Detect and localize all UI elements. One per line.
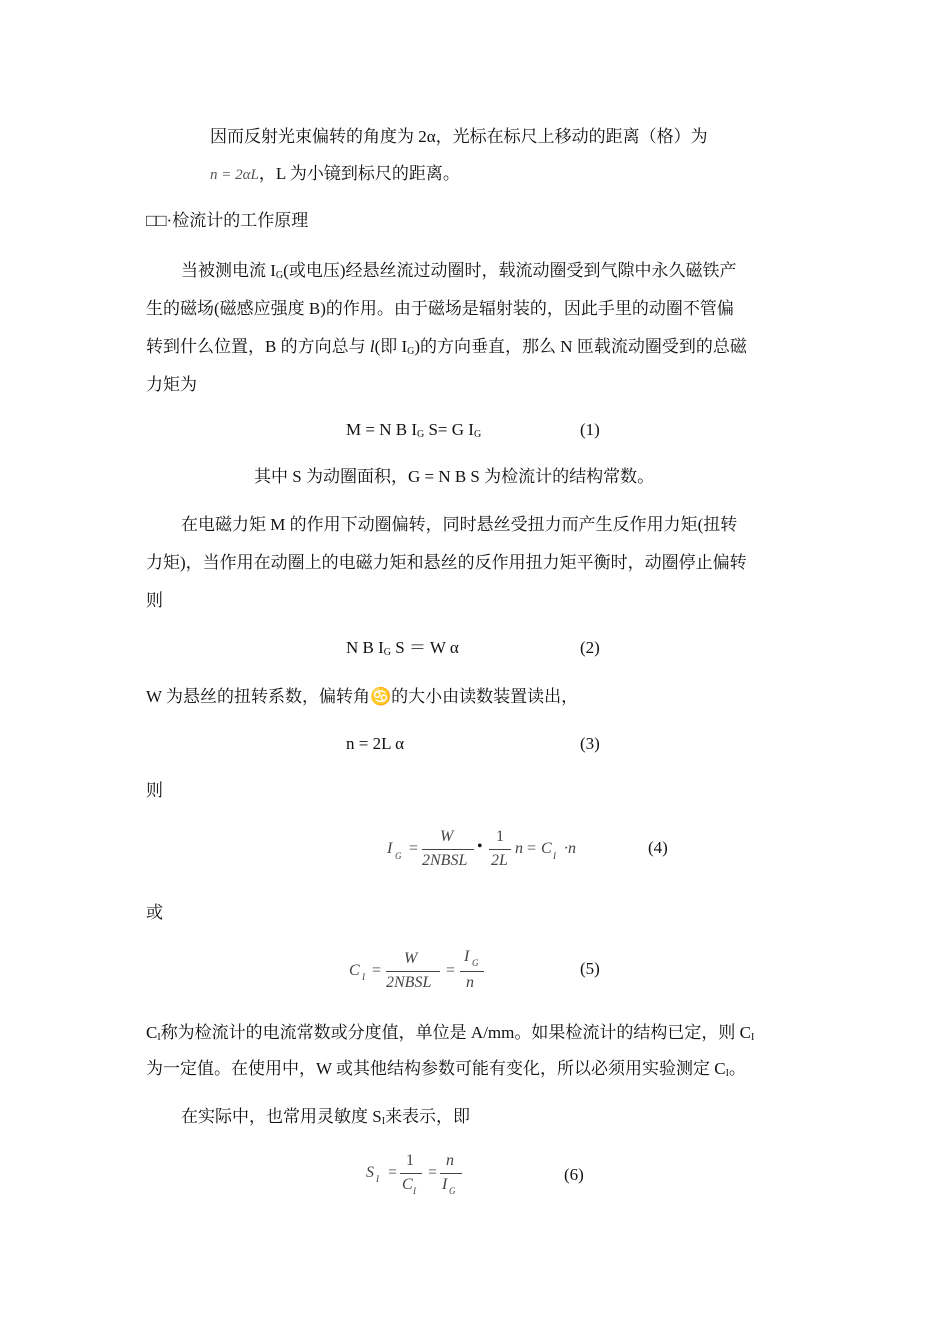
text-span: 当被测电流 I	[181, 261, 276, 280]
text-span: 转到什么位置，B 的方向总与	[146, 337, 370, 356]
text-span: 为一定值。在使用中，W 或其他结构参数可能有变化，所以必须用实验测定 C	[146, 1059, 726, 1078]
equation-4	[384, 824, 604, 876]
math-symbol: I	[464, 948, 470, 965]
math-symbol: •	[477, 838, 483, 855]
equation-3: n = 2L α	[346, 734, 404, 753]
math-subscript: I	[362, 972, 365, 982]
math-symbol: ·n	[564, 840, 576, 857]
math-symbol: 1	[496, 828, 504, 845]
fraction-bar	[489, 849, 511, 850]
para2-line-2: 力矩)，当作用在动圈上的电磁力矩和悬丝的反作用扭力矩平衡时，动圈停止偏转	[146, 553, 747, 572]
math-subscript: I	[413, 1186, 416, 1196]
text-span: 在实际中，也常用灵敏度 S	[181, 1107, 382, 1126]
math-subscript: I	[553, 851, 556, 861]
math-symbol: 2L	[491, 852, 508, 869]
math-symbol: n	[466, 974, 474, 991]
math-symbol: W	[440, 828, 454, 845]
math-subscript: I	[376, 1174, 379, 1184]
subscript: G	[416, 429, 425, 440]
para1-line-1	[181, 260, 736, 282]
math-symbol: =	[446, 962, 456, 979]
math-symbol: =	[409, 840, 419, 857]
math-symbol: 2NBSL	[386, 974, 432, 991]
text-span: l	[369, 337, 375, 356]
math-symbol: =	[372, 962, 382, 979]
fraction-bar	[422, 849, 474, 850]
fraction-bar	[400, 1173, 422, 1174]
para4-line	[181, 1106, 470, 1128]
intro-line-2-text: ，L 为小镜到标尺的距离。	[258, 164, 460, 183]
text-span: )的方向垂直，那么 N 匝载流动圈受到的总磁	[414, 337, 747, 356]
math-symbol: 2NBSL	[422, 852, 468, 869]
text-span: S ＝ W α	[391, 638, 459, 657]
text-span: M = N B I	[346, 420, 417, 439]
math-symbol: I	[387, 840, 393, 857]
subscript: G	[407, 346, 415, 357]
equation-2-number: (2)	[580, 638, 600, 657]
section-title: □□·检流计的工作原理	[146, 211, 309, 230]
equation-1-note: 其中 S 为动圈面积，G = N B S 为检流计的结构常数。	[254, 467, 655, 486]
subscript: I	[381, 1116, 386, 1127]
equation-1	[346, 419, 481, 441]
math-symbol: n	[446, 1152, 454, 1169]
fraction-bar	[440, 1173, 462, 1174]
text-span: S= G I	[424, 420, 474, 439]
para1-line-3	[146, 336, 747, 358]
math-symbol: W	[404, 950, 418, 967]
subscript: I	[750, 1032, 755, 1043]
subscript: G	[473, 429, 482, 440]
text-span: 称为检流计的电流常数或分度值，单位是 A/mm。如果检流计的结构已定，则 C	[160, 1023, 751, 1042]
text-span: (即 I	[374, 337, 408, 356]
math-symbol: =	[428, 1164, 438, 1181]
para3-line-2	[146, 1058, 746, 1080]
text-span: 来表示，即	[385, 1107, 471, 1126]
math-symbol: C	[402, 1176, 413, 1193]
equation-5	[346, 946, 506, 998]
text-span: 。	[728, 1059, 746, 1078]
text-span: N B I	[346, 638, 384, 657]
intro-line-2	[210, 163, 460, 186]
or-label: 或	[146, 903, 163, 922]
equation-5-number: (5)	[580, 959, 600, 978]
math-symbol: =	[388, 1164, 398, 1181]
text-span: C	[146, 1023, 158, 1042]
subscript: I	[725, 1068, 729, 1079]
math-subscript: G	[472, 958, 479, 968]
para3-line-1	[146, 1022, 754, 1044]
formula-n-2aL: n = 2αL	[210, 167, 259, 183]
then-label: 则	[146, 781, 163, 800]
math-symbol: C	[349, 962, 360, 979]
math-symbol: I	[442, 1176, 448, 1193]
torsion-line: W 为悬丝的扭转系数，偏转角♋的大小由读数装置读出，	[146, 687, 579, 706]
equation-3-number: (3)	[580, 734, 600, 753]
math-symbol: C	[541, 840, 552, 857]
equation-6-number: (6)	[564, 1165, 584, 1184]
subscript: I	[157, 1032, 161, 1043]
fraction-bar	[386, 971, 440, 972]
equation-2	[346, 637, 459, 659]
equation-6	[364, 1152, 484, 1204]
fraction-bar	[460, 971, 484, 972]
text-span: (或电压)经悬丝流过动圈时，载流动圈受到气隙中永久磁铁产	[283, 261, 737, 280]
subscript: G	[383, 647, 392, 658]
math-symbol: =	[527, 840, 537, 857]
para2-line-1: 在电磁力矩 M 的作用下动圈偏转，同时悬丝受扭力而产生反作用力矩(扭转	[181, 515, 738, 534]
math-symbol: 1	[406, 1152, 414, 1169]
math-subscript: G	[449, 1186, 456, 1196]
para2-line-3: 则	[146, 591, 163, 610]
math-subscript: G	[395, 851, 402, 861]
para1-line-4: 力矩为	[146, 375, 197, 394]
math-symbol: n	[515, 840, 523, 857]
equation-4-number: (4)	[648, 838, 668, 857]
equation-1-number: (1)	[580, 420, 600, 439]
math-symbol: S	[366, 1164, 374, 1181]
subscript: G	[275, 270, 284, 281]
intro-line-1: 因而反射光束偏转的角度为 2α，光标在标尺上移动的距离（格）为	[210, 127, 708, 146]
para1-line-2: 生的磁场(磁感应强度 B)的作用。由于磁场是辐射装的，因此手里的动圈不管偏	[146, 299, 734, 318]
